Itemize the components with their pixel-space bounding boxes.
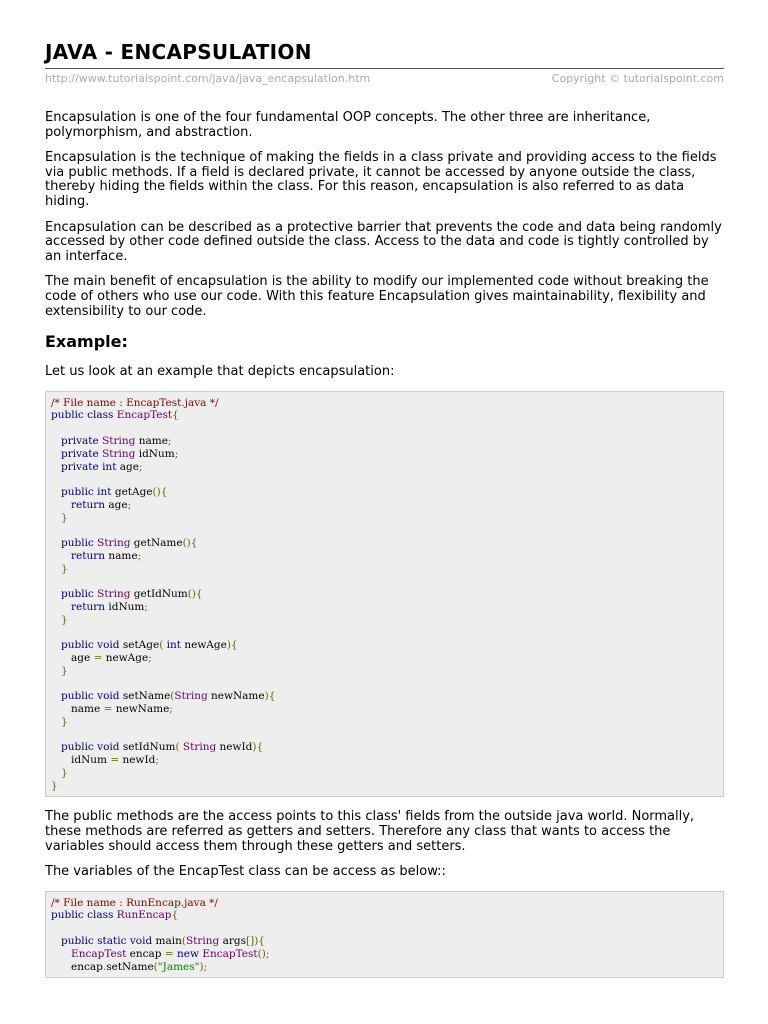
code-token: (	[170, 690, 175, 703]
code-token: int	[166, 639, 181, 652]
code-token: class	[87, 909, 114, 922]
code-line	[51, 754, 718, 767]
code-token	[51, 550, 71, 562]
code-token: ;	[127, 498, 132, 511]
title-divider	[45, 68, 724, 69]
code-line	[51, 909, 718, 922]
code-token: }	[61, 664, 68, 677]
copyright-notice: Copyright © tutorialspoint.com	[551, 72, 724, 85]
code-token	[51, 435, 61, 447]
code-token: "James"	[157, 960, 200, 973]
code-line	[51, 626, 718, 639]
code-token: public	[61, 639, 94, 652]
code-line	[51, 397, 718, 410]
code-token	[51, 935, 61, 947]
code-token: int	[102, 460, 117, 473]
code-token: =	[103, 703, 113, 715]
code-token: =	[164, 947, 174, 960]
code-token: String	[102, 435, 136, 447]
code-token: );	[199, 960, 208, 973]
code-token: String	[174, 690, 208, 703]
code-token: (	[175, 741, 180, 754]
article-body	[45, 111, 724, 978]
code-token: (){	[187, 588, 203, 601]
code-line	[51, 741, 718, 754]
code-token: newAge	[181, 639, 227, 652]
code-token: ){	[264, 690, 276, 703]
code-token: newName	[112, 703, 170, 715]
code-line	[51, 550, 718, 563]
code-token	[51, 741, 61, 753]
code-token: ){	[226, 639, 238, 652]
code-token: args	[219, 935, 246, 947]
code-line	[51, 665, 718, 678]
code-token: String	[102, 447, 136, 460]
code-token: public	[61, 935, 94, 947]
code-token: void	[97, 690, 120, 703]
code-token: getAge	[111, 486, 153, 499]
code-line	[51, 652, 718, 665]
code-line	[51, 780, 718, 793]
code-token: void	[97, 639, 120, 652]
code-token: }	[61, 562, 68, 575]
code-token: ){	[252, 741, 264, 754]
code-token: new	[177, 947, 199, 960]
code-token: EncapTest	[202, 947, 258, 960]
getter-setter-paragraph: The public methods are the access points to this class' fields from the outside java world. Normally, these methods are referred as getters and setters. Therefore any class that wants to access the variables should access them through these getters and setters.	[45, 809, 695, 854]
code-token	[51, 512, 61, 524]
code-line	[51, 677, 718, 690]
code-token: private	[61, 435, 99, 447]
code-token: ;	[137, 549, 142, 562]
code-token: (){	[152, 486, 168, 499]
code-token: (	[153, 960, 158, 973]
code-token	[51, 601, 71, 613]
access-paragraph: The variables of the EncapTest class can be access as below::	[45, 864, 446, 880]
code-token: main	[152, 935, 182, 947]
code-token: void	[129, 935, 153, 947]
code-token: name	[105, 549, 138, 562]
code-line	[51, 614, 718, 627]
example-heading: Example:	[45, 332, 128, 352]
code-token: age	[51, 651, 94, 664]
code-token: }	[61, 511, 68, 524]
code-token: setName	[106, 960, 154, 973]
code-token: }	[61, 613, 68, 626]
code-line	[51, 690, 718, 703]
code-token: age	[105, 498, 128, 511]
code-line	[51, 537, 718, 550]
code-token: []){	[246, 935, 265, 947]
code-line	[51, 524, 718, 537]
code-line	[51, 461, 718, 474]
intro-paragraph: Encapsulation is the technique of making the fields in a class private and providing access to the fields via public methods. If a field is declared private, it cannot be accessed by anyone outside the class, thereby hiding the fields within the class. For this reason, encapsulation is also referred to as data hiding.	[45, 150, 717, 209]
code-line	[51, 703, 718, 716]
code-token: int	[97, 486, 112, 499]
code-token: ;	[174, 447, 179, 460]
code-token	[51, 537, 61, 549]
code-token: setAge	[119, 639, 160, 652]
code-token: age	[116, 460, 139, 473]
code-token	[51, 563, 61, 575]
code-token: String	[97, 588, 131, 601]
code-token: return	[71, 549, 106, 562]
code-line	[51, 601, 718, 614]
code-token: }	[51, 779, 58, 792]
code-token: {	[171, 909, 179, 922]
code-token	[51, 486, 61, 498]
code-line	[51, 499, 718, 512]
code-line	[51, 961, 718, 974]
code-token: name	[51, 703, 104, 715]
source-url[interactable]: http://www.tutorialspoint.com/java/java_encapsulation.htm	[45, 72, 371, 85]
code-token: public	[61, 537, 94, 550]
code-line	[51, 473, 718, 486]
code-line	[51, 512, 718, 525]
code-block-runencap	[45, 891, 724, 978]
code-token	[51, 614, 61, 626]
code-token: encap	[126, 947, 165, 960]
code-line	[51, 435, 718, 448]
code-token	[51, 461, 61, 473]
code-token: (	[181, 935, 186, 947]
code-token: public	[61, 741, 94, 754]
code-token	[51, 716, 61, 728]
code-line	[51, 448, 718, 461]
code-token: return	[71, 600, 106, 613]
code-token: public	[61, 690, 94, 703]
code-token	[51, 948, 71, 960]
code-line	[51, 575, 718, 588]
code-token	[51, 588, 61, 600]
code-token: ;	[167, 435, 172, 447]
code-token: ;	[169, 703, 173, 715]
code-token: (){	[182, 537, 198, 550]
code-token: idNum	[105, 600, 145, 613]
code-token: public	[51, 409, 84, 422]
code-line	[51, 563, 718, 576]
code-line	[51, 948, 718, 961]
code-token: /* File name : EncapTest.java */	[51, 396, 219, 409]
code-token: ();	[257, 947, 270, 960]
code-token: {	[172, 409, 179, 422]
code-token	[51, 767, 61, 779]
code-token: setIdNum	[119, 741, 176, 754]
code-token: String	[97, 537, 131, 550]
code-token: .	[102, 960, 107, 973]
code-line	[51, 716, 718, 729]
intro-paragraph: The main benefit of encapsulation is the ability to modify our implemented code without breaking the code of others who use our code. With this feature Encapsulation gives maintainability, flexibility and extensibility to our code.	[45, 274, 709, 319]
code-line	[51, 639, 718, 652]
code-token: String	[185, 935, 220, 947]
code-token: RunEncap	[116, 909, 172, 922]
code-token: EncapTest	[71, 947, 127, 960]
code-token: void	[97, 741, 120, 754]
code-token	[51, 499, 71, 511]
code-token: EncapTest	[116, 409, 173, 422]
code-token: (	[159, 639, 164, 652]
code-token: =	[93, 651, 103, 664]
code-token	[51, 690, 61, 702]
code-token: }	[61, 766, 68, 779]
code-token: newName	[207, 690, 265, 703]
code-token	[51, 448, 61, 460]
code-token: setName	[119, 690, 171, 703]
code-line	[51, 767, 718, 780]
code-token: private	[61, 460, 99, 473]
code-token	[51, 639, 61, 651]
code-token: return	[71, 498, 106, 511]
code-line	[51, 922, 718, 935]
code-token: ;	[144, 600, 148, 613]
code-token: ;	[155, 754, 159, 767]
code-token: /* File name : RunEncap.java */	[51, 896, 218, 909]
code-token: public	[51, 909, 84, 922]
intro-paragraph: Encapsulation is one of the four fundamental OOP concepts. The other three are inheritance, polymorphism, and abstraction.	[45, 110, 651, 140]
code-token: String	[182, 741, 217, 754]
code-token: newId	[119, 754, 156, 767]
code-token: idNum	[51, 754, 111, 767]
code-token: class	[87, 409, 114, 422]
code-token: private	[61, 447, 99, 460]
code-token: getIdNum	[130, 588, 188, 601]
code-token: encap	[51, 960, 103, 973]
code-line	[51, 409, 718, 422]
code-token: idNum	[135, 447, 175, 460]
code-line	[51, 486, 718, 499]
code-token: public	[61, 486, 94, 499]
code-token: =	[110, 754, 120, 767]
page-title: JAVA - ENCAPSULATION	[45, 40, 312, 64]
code-line	[51, 729, 718, 742]
code-line	[51, 588, 718, 601]
code-line	[51, 935, 718, 948]
code-token: ;	[148, 651, 152, 664]
intro-paragraph: Encapsulation can be described as a protective barrier that prevents the code and data being randomly accessed by other code defined outside the class. Access to the data and code is tightly controlled by an interface.	[45, 219, 722, 264]
code-token	[51, 665, 61, 677]
code-token: newId	[216, 741, 253, 754]
code-token: name	[135, 435, 168, 447]
code-block-encaptest	[45, 391, 724, 798]
code-token: }	[61, 715, 68, 728]
code-line	[51, 897, 718, 910]
code-token: static	[97, 935, 127, 947]
code-token: ;	[138, 460, 143, 473]
code-line	[51, 422, 718, 435]
code-token: public	[61, 588, 94, 601]
code-token: newAge	[102, 651, 149, 664]
example-lead: Let us look at an example that depicts encapsulation:	[45, 364, 395, 380]
code-token: getName	[130, 537, 183, 550]
